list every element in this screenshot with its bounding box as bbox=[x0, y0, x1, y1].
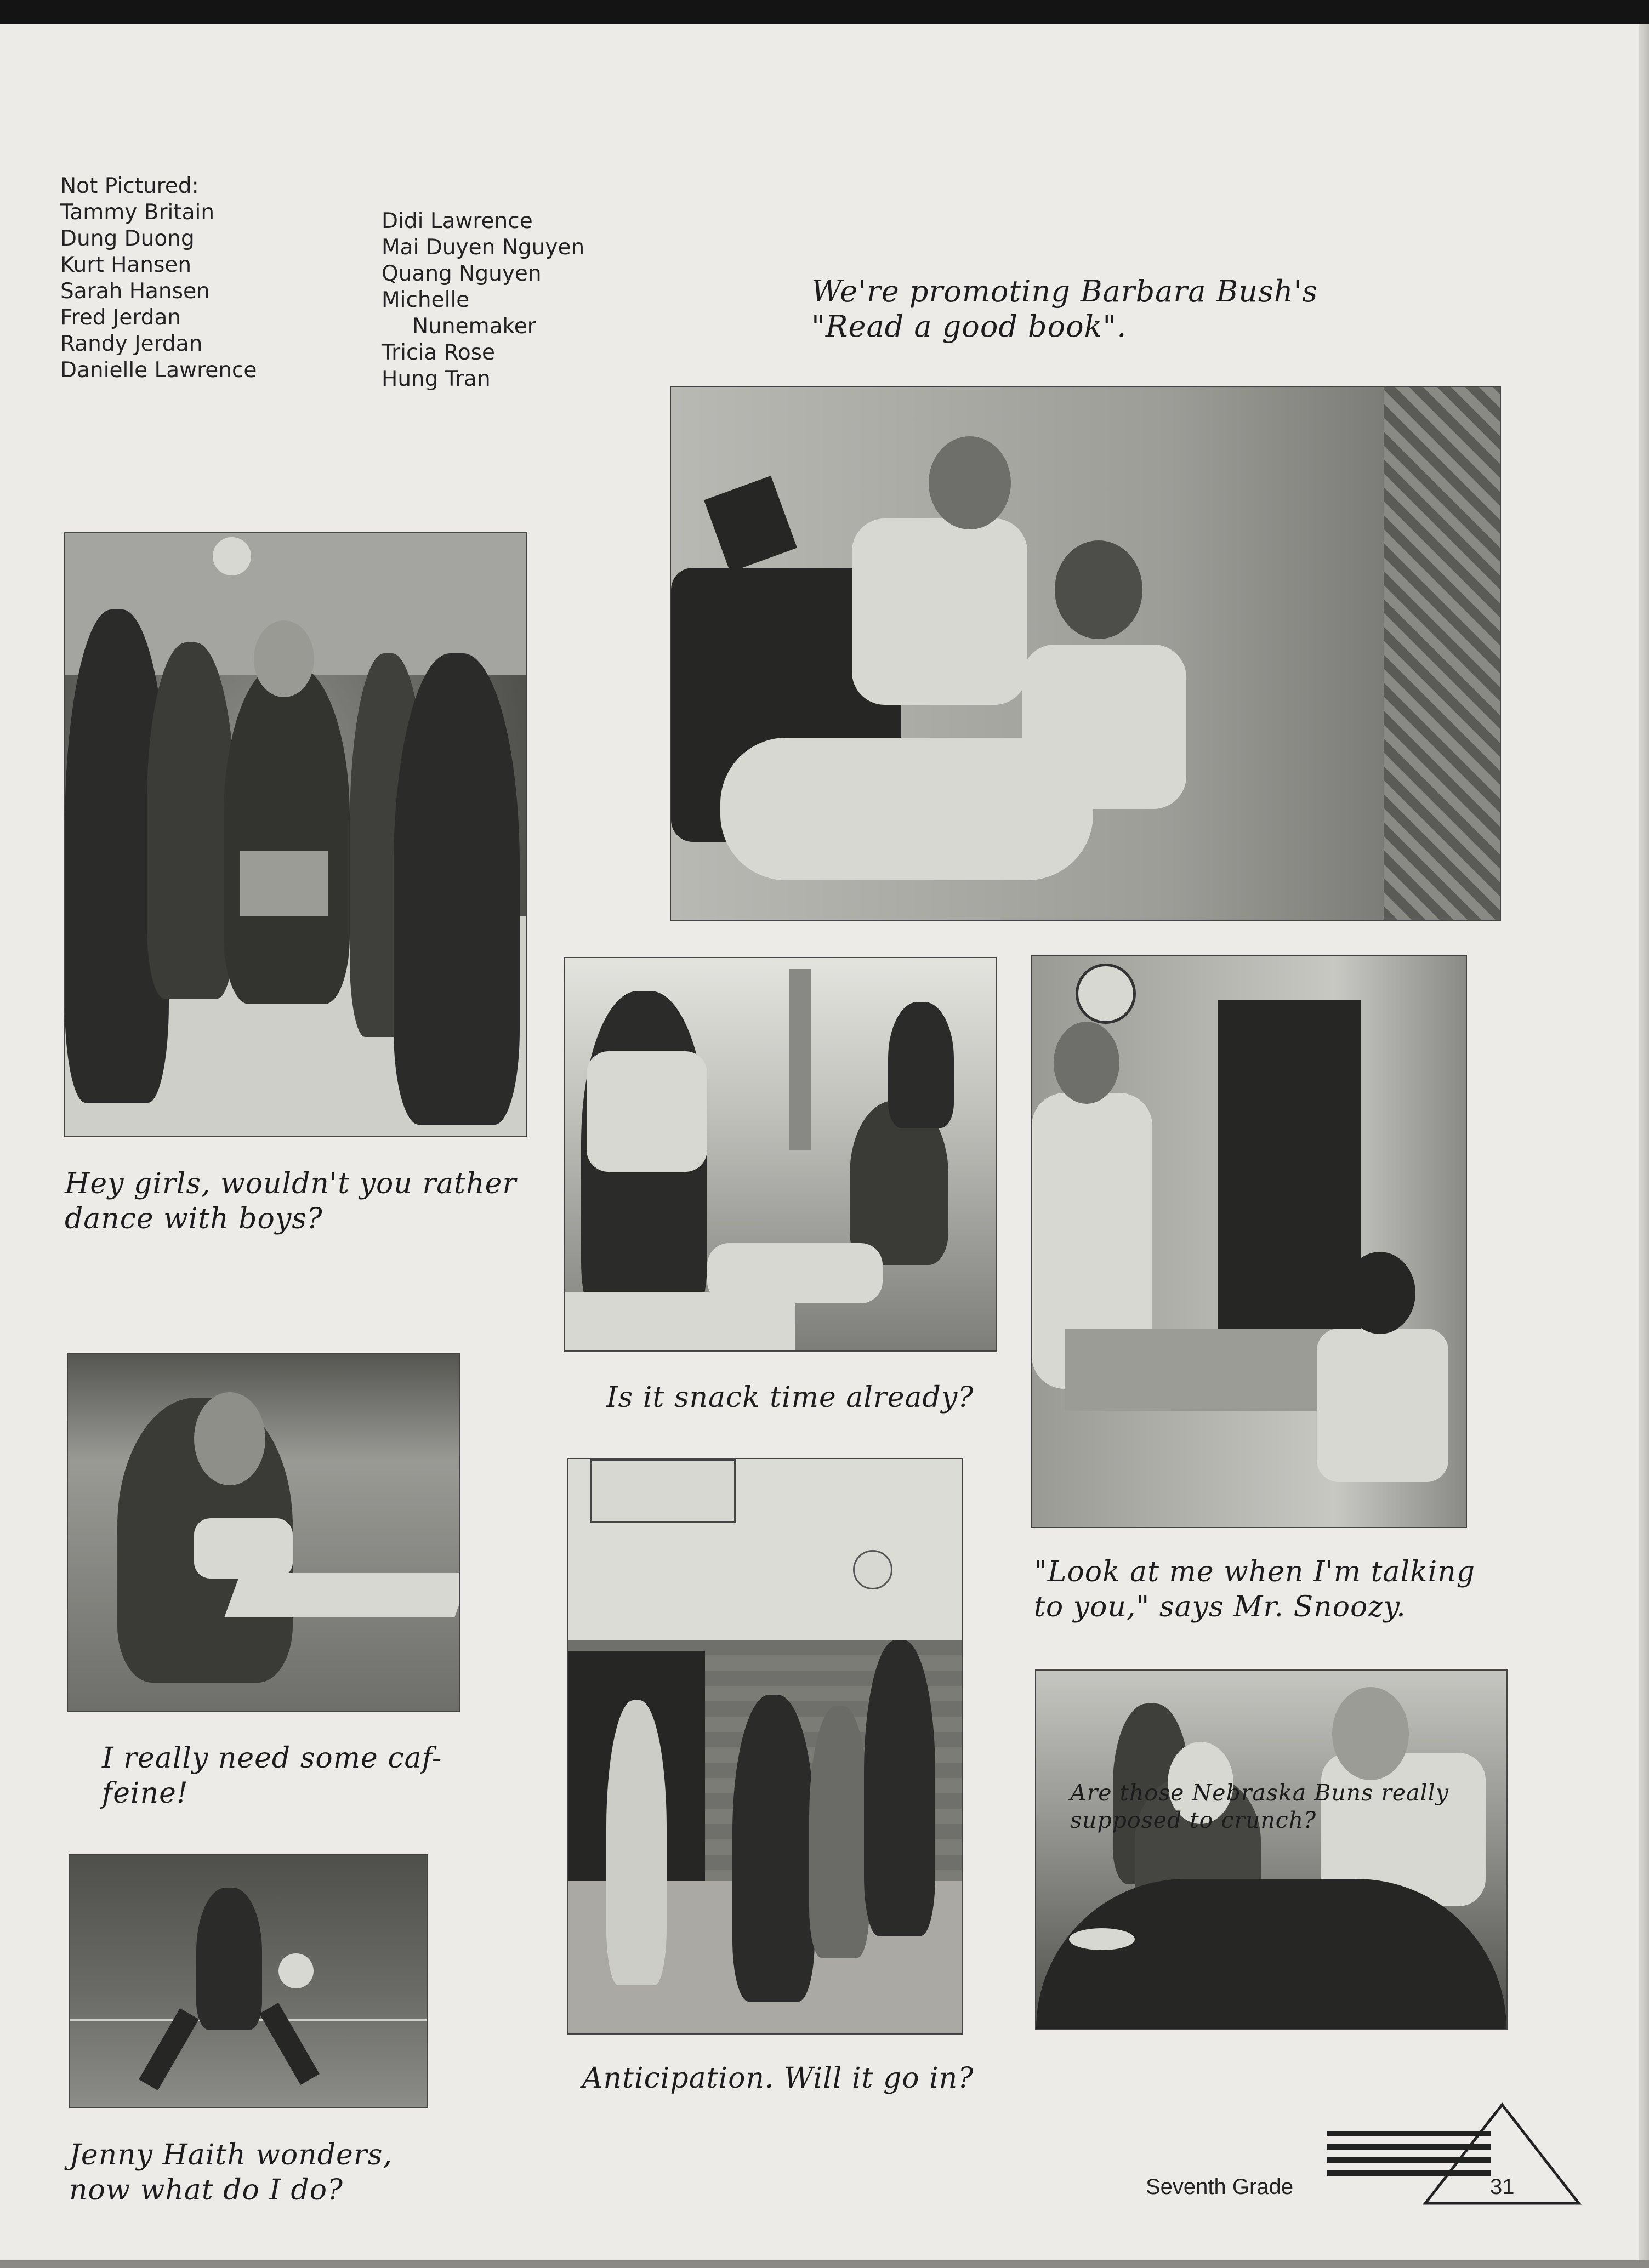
caption-caffeine-line2: feine! bbox=[102, 1777, 189, 1810]
caption-dance-line2: dance with boys? bbox=[65, 1203, 323, 1235]
name-item: Quang Nguyen bbox=[382, 261, 542, 286]
caption-snoozy-line2: to you," says Mr. Snoozy. bbox=[1034, 1591, 1406, 1623]
name-item: Mai Duyen Nguyen bbox=[382, 235, 585, 260]
caption-buns-line2: supposed to crunch? bbox=[1070, 1807, 1317, 1833]
photo-girls-dancing bbox=[64, 532, 527, 1137]
not-pictured-heading: Not Pictured: bbox=[60, 174, 199, 198]
name-item: Danielle Lawrence bbox=[60, 358, 257, 383]
caption-snoozy-line1: "Look at me when I'm talking bbox=[1034, 1555, 1476, 1588]
photo-snack-time bbox=[564, 957, 997, 1352]
scan-right-edge bbox=[1639, 24, 1649, 2268]
caption-anticipation: Anticipation. Will it go in? bbox=[582, 2062, 974, 2095]
scan-top-edge bbox=[0, 0, 1649, 24]
photo-caffeine bbox=[67, 1353, 460, 1712]
name-item: Hung Tran bbox=[382, 367, 491, 391]
name-item: Didi Lawrence bbox=[382, 209, 533, 233]
caption-caffeine-line1: I really need some caf- bbox=[102, 1742, 442, 1775]
caption-reading-line2: "Read a good book". bbox=[811, 309, 1127, 344]
caption-snack: Is it snack time already? bbox=[606, 1381, 974, 1414]
photo-boys-reading bbox=[670, 386, 1501, 921]
footer-section-label: Seventh Grade bbox=[1146, 2175, 1294, 2199]
name-item: Dung Duong bbox=[60, 226, 195, 251]
not-pictured-list-2 bbox=[382, 208, 584, 392]
name-item: Tricia Rose bbox=[382, 340, 496, 365]
name-item: Nunemaker bbox=[412, 314, 536, 339]
photo-jenny-haith bbox=[69, 1854, 428, 2108]
caption-reading-line1: We're promoting Barbara Bush's bbox=[811, 274, 1318, 309]
caption-buns-line1: Are those Nebraska Buns really bbox=[1070, 1780, 1449, 1806]
name-item: Kurt Hansen bbox=[60, 253, 192, 277]
name-item: Tammy Britain bbox=[60, 200, 215, 225]
photo-lunch-table bbox=[1035, 1669, 1508, 2030]
not-pictured-list-1 bbox=[60, 173, 257, 384]
caption-dance-line1: Hey girls, wouldn't you rather bbox=[65, 1167, 517, 1200]
name-item: Sarah Hansen bbox=[60, 279, 210, 304]
photo-basketball bbox=[567, 1458, 963, 2035]
page-number: 31 bbox=[1490, 2175, 1515, 2199]
caption-jenny-line2: now what do I do? bbox=[69, 2174, 343, 2207]
name-item: Fred Jerdan bbox=[60, 305, 181, 330]
name-item: Michelle bbox=[382, 288, 470, 312]
caption-jenny-line1: Jenny Haith wonders, bbox=[69, 2139, 393, 2172]
page-triangle-logo bbox=[1321, 2099, 1584, 2209]
photo-mr-snoozy bbox=[1031, 955, 1467, 1528]
scan-bottom-edge bbox=[0, 2260, 1649, 2268]
name-item: Randy Jerdan bbox=[60, 332, 203, 356]
